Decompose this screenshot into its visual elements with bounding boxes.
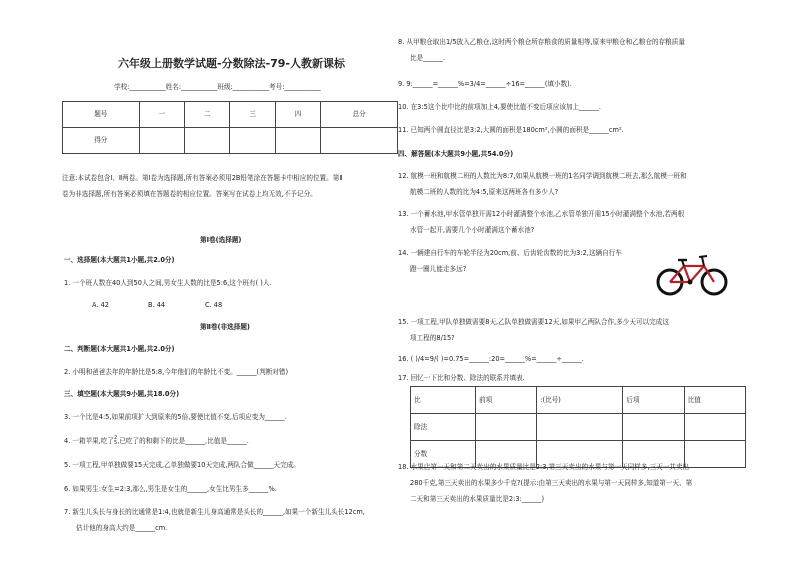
question-18-line-1: 18. 水果店第一天和第二天卖出的水果质量比是2:3,第三天卖出的水果与第一天同样多,三天一共卖出 [398,463,690,471]
question-15-line-1: 15. 一项工程,甲队单独做需要8天,乙队单独做需要12天,如果甲乙两队合作,多少天可以完成这 [398,318,669,326]
question-14-line-1: 14. 一辆建自行车的车轮半径为20cm,前、后齿轮齿数的比为3:2,这辆自行车 [398,249,622,257]
score-table-header-row [63,102,398,128]
relation-cell: :(比号) [537,387,623,414]
section-judge-heading: 二、判断题(本大题共1小题,共2.0分) [64,345,175,353]
question-9: 9. 9:______=______%=3/4=______÷16=______(填小数). [398,80,572,88]
option-c[interactable]: C. 48 [205,301,223,309]
relation-cell: 后项 [623,387,684,414]
relation-row-ratio [411,387,746,414]
option-b[interactable]: B. 44 [148,301,166,309]
relation-input-cell[interactable] [684,441,745,468]
question-18-line-3: 二天和第三天卖出的水果质量比是2:3:______) [410,495,545,503]
relation-input-cell[interactable] [476,414,537,441]
question-4-prefix: 4. 一箱苹果,吃了 [64,437,115,445]
score-cell: 四 [275,102,320,128]
score-cell: 二 [185,102,230,128]
section-fill-heading: 三、填空题(本大题共9小题,共18.0分) [64,390,180,398]
option-a[interactable]: A. 42 [92,301,109,309]
score-input-cell[interactable] [230,128,275,154]
score-cell: 总分 [321,102,398,128]
question-8-line-2: 比是______. [410,54,446,62]
ratio-relation-table [410,386,746,468]
score-input-cell[interactable] [275,128,320,154]
fraction-denominator: 5 [114,440,118,446]
relation-cell: 前项 [476,387,537,414]
notice-line-1: 注意:本试卷包含Ⅰ、Ⅱ两卷。第Ⅰ卷为选择题,所有答案必须用2B铅笔涂在答题卡中相应的位置。第Ⅱ [62,174,343,182]
score-input-cell[interactable] [321,128,398,154]
score-cell: 一 [139,102,184,128]
question-1: 1. 一个班人数在40人到50人之间,男女生人数的比是5:6,这个班有( )人. [64,279,272,287]
section-answer-heading: 四、解答题(本大题共9小题,共54.0分) [398,150,514,158]
relation-cell: 比 [411,387,476,414]
student-info-line: 学校:___________姓名:___________班级:___________考号:___________ [114,83,321,91]
question-5: 5. 一项工程,甲单独做要15天完成,乙单独做要10天完成,两队合做______天完成。 [64,461,300,469]
relation-input-cell[interactable] [537,414,623,441]
question-12-line-1: 12. 航模一班和航模二班的人数比为8:7,如果从航模一班的1名同学调到航模二班去,那么航模一班和 [398,172,687,180]
question-4 [64,436,249,446]
score-cell: 题号 [63,102,140,128]
question-13-line-1: 13. 一个蓄水池,甲水管单独开需12小时灌满整个水池,乙水管单独开需15小时灌满整个水池,若两根 [398,210,685,218]
question-11: 11. 已知两个圆直径比是3:2,大圆的面积是180cm²,小圆的面积是______cm². [398,126,624,134]
score-cell: 三 [230,102,275,128]
volume-2-heading: 第Ⅱ卷(非选择题) [200,323,250,331]
question-18-line-2: 280千克,第三天卖出的水果多少千克?(提示:由第三天卖出的水果与第一天同样多,知道第一天、第 [410,479,693,487]
question-6: 6. 如果男生:女生=2:3,那么,男生是女生的______,女生比男生多______%. [64,485,277,493]
question-7-line-2: 估计他的身高大约是______cm. [76,524,168,532]
question-13-line-2: 水管一起开,需要几个小时灌满这个蓄水池? [410,226,535,234]
score-input-cell[interactable] [139,128,184,154]
question-14-line-2: 蹬一圈儿能走多远? [410,265,467,273]
question-17: 17. 回忆一下比和分数、除法的联系并填表. [398,374,525,382]
relation-input-cell[interactable] [623,414,684,441]
bicycle-icon [656,248,730,300]
notice-line-2: 卷为非选择题,所有答案必须填在答题卷的相应位置。答案写在试卷上均无效,不予记分。 [62,190,317,198]
fraction-numerator: 2 [114,435,118,441]
question-10: 10. 在3:5这个比中比的前项加上4,要使比值不变后项应该加上______. [398,103,602,111]
question-12-line-2: 航模二班的人数的比为4:5,原来这两班各有多少人? [410,188,559,196]
section-choice-heading: 一、选择题(本大题共1小题,共2.0分) [64,256,175,264]
question-7-line-1: 7. 新生儿头长与身长的比通常是1:4,也就是新生儿身高通常是头长的______,如果一个新生儿头长12cm, [64,508,365,516]
relation-input-cell[interactable] [684,414,745,441]
relation-cell: 除法 [411,414,476,441]
score-table [62,101,398,154]
question-4-suffix: ,已吃了的和剩下的比是______,比值是______. [117,437,249,445]
volume-1-heading: 第Ⅰ卷(选择题) [200,236,242,244]
relation-row-division [411,414,746,441]
relation-cell: 分数 [411,441,476,468]
relation-cell: 比值 [684,387,745,414]
score-cell: 得分 [63,128,140,154]
question-15-line-2: 项工程的8/15? [410,334,455,342]
question-8-line-1: 8. 从甲粮仓取出1/5放入乙粮仓,这时两个粮仓所存粮食的质量相等,原来甲粮仓和乙粮仓的存粮质量 [398,38,685,46]
score-input-cell[interactable] [185,128,230,154]
score-table-score-row [63,128,398,154]
page-title: 六年级上册数学试题-分数除法-79-人教新课标 [118,57,346,70]
question-3: 3. 一个比是4:5,如果前项扩大到原来的5倍,要使比值不变,后项应变为______. [64,413,287,421]
question-2: 2. 小明和爸爸去年的年龄比是5:8,今年他们的年龄比不变。______(判断对错) [64,368,289,376]
question-16: 16. ( )/4=9/( )=0.75=______:20=______%=______÷______. [398,355,584,363]
